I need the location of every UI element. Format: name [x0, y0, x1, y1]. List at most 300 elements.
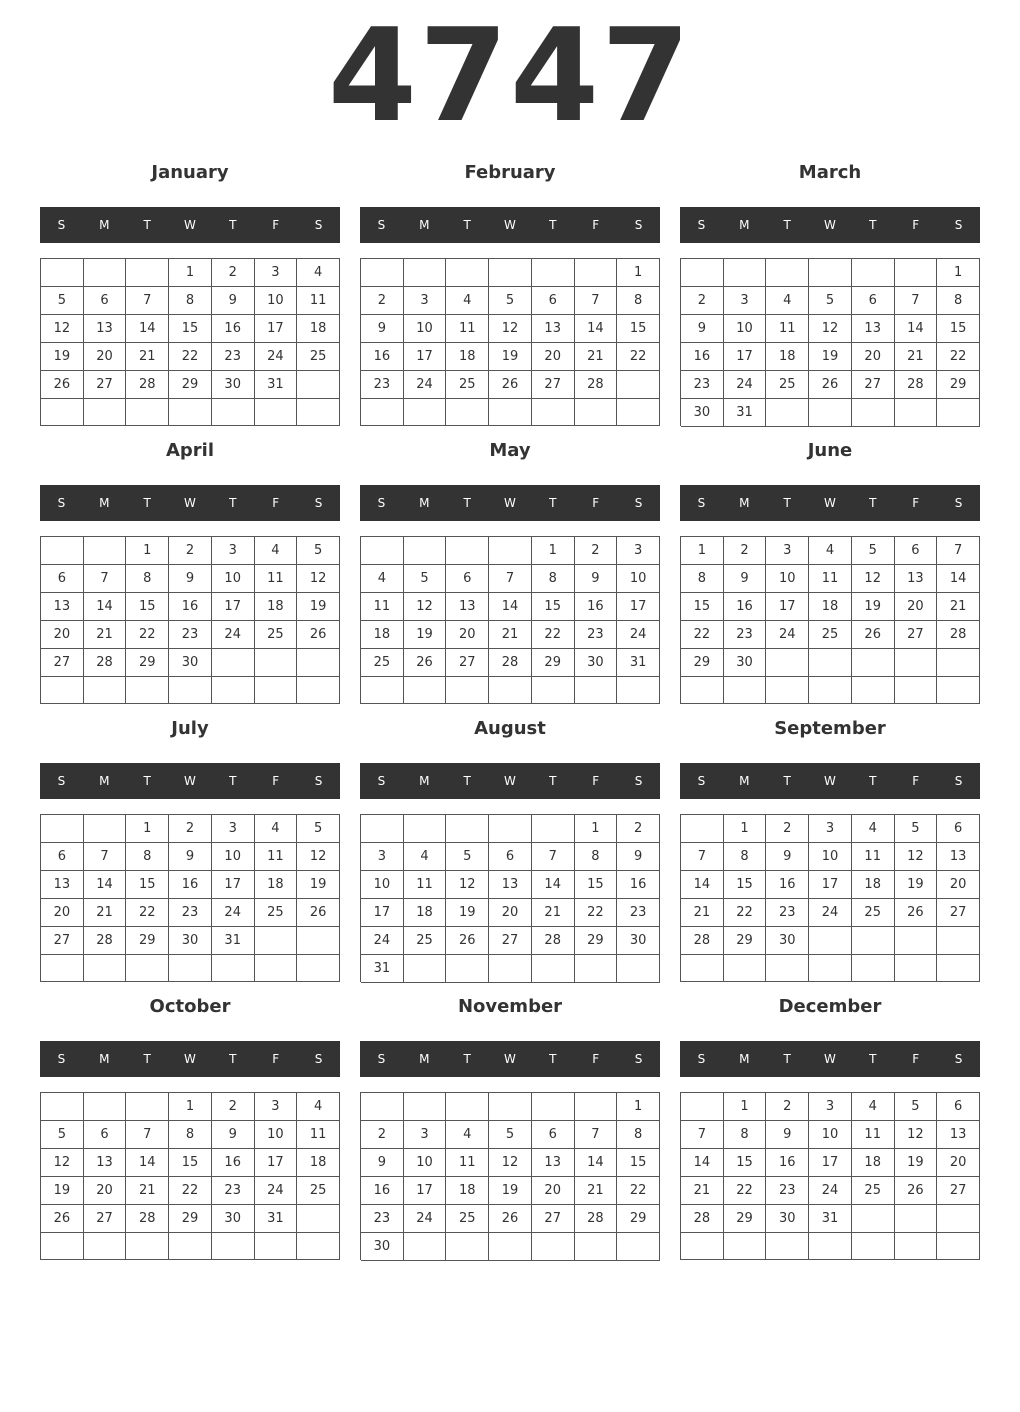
day-cell: 2 [361, 287, 404, 315]
weekday-label: M [419, 496, 430, 510]
day-cell: 29 [532, 649, 575, 677]
day-cell: 19 [809, 343, 852, 371]
day-cell: 12 [297, 843, 340, 871]
day-cell: 1 [681, 537, 724, 565]
day-cell: 30 [169, 649, 212, 677]
day-cell: 17 [212, 593, 255, 621]
empty-cell [126, 1093, 169, 1121]
day-cell: 13 [895, 565, 938, 593]
day-cell: 10 [724, 315, 767, 343]
day-cell: 31 [255, 1205, 298, 1233]
day-cell: 11 [361, 593, 404, 621]
empty-cell [404, 677, 447, 704]
empty-cell [404, 1093, 447, 1121]
weekday-label: F [912, 496, 920, 510]
day-cell: 15 [724, 1149, 767, 1177]
weekday-label: T [549, 774, 557, 788]
day-cell: 4 [297, 259, 340, 287]
day-cell: 10 [617, 565, 660, 593]
empty-cell [532, 1233, 575, 1261]
weekday-label: M [99, 496, 110, 510]
day-cell: 30 [169, 927, 212, 955]
empty-cell [809, 677, 852, 704]
day-cell: 25 [361, 649, 404, 677]
day-cell: 3 [255, 259, 298, 287]
day-cell: 21 [681, 899, 724, 927]
day-cell: 23 [169, 621, 212, 649]
weekday-header [360, 763, 660, 799]
empty-cell [809, 1233, 852, 1260]
day-cell: 6 [852, 287, 895, 315]
day-cell: 29 [126, 649, 169, 677]
day-cell: 25 [852, 899, 895, 927]
weekday-label: M [739, 218, 750, 232]
empty-cell [169, 399, 212, 426]
day-cell: 24 [255, 1177, 298, 1205]
day-cell: 30 [212, 371, 255, 399]
day-cell: 26 [852, 621, 895, 649]
day-cell: 26 [41, 371, 84, 399]
day-cell: 27 [895, 621, 938, 649]
empty-cell [297, 955, 340, 982]
empty-cell [489, 537, 532, 565]
day-cell: 2 [766, 815, 809, 843]
day-cell: 2 [681, 287, 724, 315]
empty-cell [297, 927, 340, 955]
day-cell: 14 [681, 1149, 724, 1177]
day-cell: 11 [852, 843, 895, 871]
day-cell: 6 [41, 843, 84, 871]
day-cell: 5 [404, 565, 447, 593]
weekday-label: T [229, 218, 237, 232]
weekday-label: S [377, 774, 386, 788]
day-cell: 29 [937, 371, 980, 399]
day-cell: 26 [895, 1177, 938, 1205]
empty-cell [575, 677, 618, 704]
day-cell: 7 [126, 1121, 169, 1149]
weekday-header [680, 485, 980, 521]
day-cell: 24 [212, 621, 255, 649]
day-cell: 6 [532, 287, 575, 315]
weekday-label: S [954, 774, 963, 788]
day-cell: 8 [532, 565, 575, 593]
empty-cell [255, 1233, 298, 1260]
month-name: December [778, 996, 882, 1017]
day-cell: 12 [446, 871, 489, 899]
day-cell: 17 [255, 315, 298, 343]
empty-cell [84, 1233, 127, 1260]
empty-cell [895, 649, 938, 677]
empty-cell [766, 399, 809, 427]
empty-cell [404, 815, 447, 843]
day-cell: 1 [724, 815, 767, 843]
day-cell: 4 [297, 1093, 340, 1121]
day-cell: 7 [532, 843, 575, 871]
day-cell: 11 [766, 315, 809, 343]
empty-cell [937, 955, 980, 982]
day-cell: 20 [84, 1177, 127, 1205]
month-name: July [171, 718, 209, 739]
day-cell: 30 [681, 399, 724, 427]
day-cell: 7 [575, 1121, 618, 1149]
day-cell: 11 [852, 1121, 895, 1149]
day-cell: 25 [255, 899, 298, 927]
day-cell: 2 [575, 537, 618, 565]
day-cell: 15 [126, 871, 169, 899]
empty-cell [446, 1233, 489, 1261]
day-cell: 17 [361, 899, 404, 927]
day-cell: 6 [937, 1093, 980, 1121]
day-cell: 4 [361, 565, 404, 593]
day-cell: 24 [809, 1177, 852, 1205]
day-cell: 9 [169, 565, 212, 593]
day-cell: 16 [617, 871, 660, 899]
weekday-label: M [419, 774, 430, 788]
empty-cell [809, 399, 852, 427]
day-cell: 7 [937, 537, 980, 565]
day-cell: 26 [489, 371, 532, 399]
day-grid [360, 258, 660, 426]
day-cell: 11 [255, 565, 298, 593]
weekday-label: T [869, 218, 877, 232]
day-cell: 7 [126, 287, 169, 315]
day-grid [40, 1092, 340, 1260]
empty-cell [297, 677, 340, 704]
weekday-label: T [869, 1052, 877, 1066]
day-cell: 5 [489, 287, 532, 315]
day-cell: 27 [41, 649, 84, 677]
weekday-label: W [504, 496, 516, 510]
day-cell: 20 [937, 1149, 980, 1177]
day-cell: 30 [361, 1233, 404, 1261]
day-cell: 25 [446, 371, 489, 399]
weekday-label: T [463, 1052, 471, 1066]
day-cell: 12 [297, 565, 340, 593]
day-cell: 4 [852, 815, 895, 843]
day-cell: 2 [169, 815, 212, 843]
day-cell: 13 [84, 315, 127, 343]
empty-cell [297, 371, 340, 399]
day-cell: 27 [937, 1177, 980, 1205]
day-cell: 9 [724, 565, 767, 593]
empty-cell [361, 1093, 404, 1121]
empty-cell [404, 399, 447, 426]
weekday-label: W [824, 774, 836, 788]
day-grid [680, 536, 980, 704]
day-cell: 14 [84, 593, 127, 621]
day-cell: 14 [681, 871, 724, 899]
day-cell: 14 [895, 315, 938, 343]
weekday-label: S [954, 218, 963, 232]
day-cell: 15 [575, 871, 618, 899]
day-cell: 11 [297, 1121, 340, 1149]
day-cell: 2 [361, 1121, 404, 1149]
empty-cell [297, 1233, 340, 1260]
day-cell: 1 [532, 537, 575, 565]
empty-cell [489, 1093, 532, 1121]
day-cell: 22 [532, 621, 575, 649]
empty-cell [212, 649, 255, 677]
day-cell: 10 [404, 1149, 447, 1177]
empty-cell [212, 1233, 255, 1260]
day-cell: 14 [84, 871, 127, 899]
day-cell: 23 [212, 1177, 255, 1205]
day-cell: 15 [169, 1149, 212, 1177]
day-cell: 4 [809, 537, 852, 565]
day-cell: 31 [212, 927, 255, 955]
empty-cell [41, 537, 84, 565]
day-cell: 13 [489, 871, 532, 899]
weekday-label: S [314, 218, 323, 232]
weekday-label: T [143, 218, 151, 232]
weekday-label: S [634, 1052, 643, 1066]
day-cell: 5 [297, 815, 340, 843]
day-cell: 3 [766, 537, 809, 565]
weekday-label: M [739, 774, 750, 788]
weekday-label: T [463, 774, 471, 788]
day-cell: 21 [126, 343, 169, 371]
weekday-label: S [57, 496, 66, 510]
weekday-header [680, 207, 980, 243]
day-cell: 12 [895, 1121, 938, 1149]
empty-cell [84, 815, 127, 843]
empty-cell [809, 649, 852, 677]
empty-cell [532, 955, 575, 983]
weekday-label: S [634, 774, 643, 788]
day-cell: 15 [617, 315, 660, 343]
empty-cell [446, 537, 489, 565]
day-cell: 24 [404, 1205, 447, 1233]
day-cell: 16 [212, 1149, 255, 1177]
empty-cell [575, 1093, 618, 1121]
empty-cell [681, 677, 724, 704]
day-cell: 3 [404, 1121, 447, 1149]
day-grid [40, 536, 340, 704]
day-cell: 4 [766, 287, 809, 315]
day-cell: 30 [575, 649, 618, 677]
empty-cell [852, 927, 895, 955]
day-cell: 16 [361, 1177, 404, 1205]
day-cell: 5 [41, 1121, 84, 1149]
empty-cell [126, 955, 169, 982]
day-cell: 9 [617, 843, 660, 871]
weekday-label: S [634, 496, 643, 510]
day-cell: 13 [41, 593, 84, 621]
day-cell: 23 [575, 621, 618, 649]
weekday-label: S [57, 218, 66, 232]
day-cell: 8 [126, 565, 169, 593]
empty-cell [297, 399, 340, 426]
day-cell: 5 [297, 537, 340, 565]
day-cell: 2 [212, 259, 255, 287]
day-cell: 6 [84, 1121, 127, 1149]
day-cell: 15 [126, 593, 169, 621]
empty-cell [575, 1233, 618, 1261]
empty-cell [681, 1093, 724, 1121]
day-cell: 31 [361, 955, 404, 983]
day-cell: 18 [297, 315, 340, 343]
weekday-label: F [912, 1052, 920, 1066]
day-cell: 21 [937, 593, 980, 621]
empty-cell [361, 399, 404, 426]
day-cell: 30 [766, 927, 809, 955]
empty-cell [489, 955, 532, 983]
day-cell: 24 [766, 621, 809, 649]
day-cell: 24 [404, 371, 447, 399]
empty-cell [724, 677, 767, 704]
empty-cell [446, 677, 489, 704]
day-cell: 1 [126, 537, 169, 565]
day-cell: 23 [617, 899, 660, 927]
day-cell: 22 [617, 1177, 660, 1205]
day-cell: 18 [446, 343, 489, 371]
weekday-label: S [954, 496, 963, 510]
empty-cell [724, 1233, 767, 1260]
empty-cell [212, 955, 255, 982]
day-cell: 29 [575, 927, 618, 955]
empty-cell [361, 815, 404, 843]
day-cell: 16 [575, 593, 618, 621]
weekday-label: T [869, 774, 877, 788]
day-cell: 27 [84, 1205, 127, 1233]
weekday-label: S [57, 1052, 66, 1066]
day-cell: 3 [617, 537, 660, 565]
day-cell: 11 [404, 871, 447, 899]
day-cell: 13 [84, 1149, 127, 1177]
day-cell: 19 [41, 1177, 84, 1205]
day-cell: 30 [724, 649, 767, 677]
empty-cell [617, 677, 660, 704]
day-cell: 11 [446, 315, 489, 343]
day-cell: 5 [41, 287, 84, 315]
day-cell: 22 [724, 1177, 767, 1205]
weekday-label: F [272, 496, 280, 510]
day-cell: 13 [532, 315, 575, 343]
empty-cell [489, 399, 532, 426]
day-cell: 8 [724, 1121, 767, 1149]
day-cell: 8 [617, 1121, 660, 1149]
day-cell: 28 [575, 1205, 618, 1233]
day-cell: 18 [404, 899, 447, 927]
weekday-label: S [314, 496, 323, 510]
day-cell: 21 [84, 899, 127, 927]
day-cell: 28 [84, 649, 127, 677]
empty-cell [489, 259, 532, 287]
day-cell: 19 [489, 343, 532, 371]
day-cell: 18 [446, 1177, 489, 1205]
day-cell: 17 [617, 593, 660, 621]
weekday-label: W [504, 1052, 516, 1066]
day-cell: 24 [809, 899, 852, 927]
day-grid [360, 536, 660, 704]
day-cell: 16 [724, 593, 767, 621]
day-cell: 19 [852, 593, 895, 621]
empty-cell [681, 1233, 724, 1260]
month-name: August [474, 718, 546, 739]
empty-cell [84, 677, 127, 704]
day-cell: 18 [297, 1149, 340, 1177]
weekday-label: W [184, 218, 196, 232]
day-cell: 15 [617, 1149, 660, 1177]
day-cell: 26 [446, 927, 489, 955]
day-cell: 11 [809, 565, 852, 593]
day-cell: 26 [297, 899, 340, 927]
day-cell: 16 [766, 871, 809, 899]
day-cell: 22 [937, 343, 980, 371]
empty-cell [852, 955, 895, 982]
day-cell: 5 [489, 1121, 532, 1149]
empty-cell [532, 677, 575, 704]
day-cell: 23 [361, 1205, 404, 1233]
empty-cell [489, 815, 532, 843]
empty-cell [895, 1205, 938, 1233]
day-cell: 26 [895, 899, 938, 927]
weekday-label: T [229, 1052, 237, 1066]
day-cell: 3 [361, 843, 404, 871]
day-cell: 12 [809, 315, 852, 343]
day-cell: 31 [255, 371, 298, 399]
empty-cell [532, 815, 575, 843]
weekday-label: T [143, 496, 151, 510]
day-cell: 22 [126, 899, 169, 927]
weekday-label: T [783, 774, 791, 788]
day-cell: 24 [361, 927, 404, 955]
day-cell: 28 [84, 927, 127, 955]
empty-cell [361, 677, 404, 704]
day-cell: 8 [724, 843, 767, 871]
weekday-label: T [229, 774, 237, 788]
day-cell: 6 [532, 1121, 575, 1149]
day-cell: 5 [895, 815, 938, 843]
day-cell: 24 [724, 371, 767, 399]
day-cell: 22 [724, 899, 767, 927]
weekday-label: S [634, 218, 643, 232]
empty-cell [766, 259, 809, 287]
day-cell: 7 [489, 565, 532, 593]
day-cell: 20 [532, 343, 575, 371]
day-cell: 10 [404, 315, 447, 343]
day-cell: 10 [809, 843, 852, 871]
day-cell: 18 [361, 621, 404, 649]
empty-cell [361, 537, 404, 565]
day-cell: 5 [809, 287, 852, 315]
day-cell: 3 [809, 1093, 852, 1121]
day-cell: 19 [489, 1177, 532, 1205]
day-cell: 17 [766, 593, 809, 621]
day-cell: 9 [212, 287, 255, 315]
empty-cell [575, 399, 618, 426]
day-cell: 19 [446, 899, 489, 927]
day-cell: 25 [446, 1205, 489, 1233]
empty-cell [895, 955, 938, 982]
empty-cell [532, 399, 575, 426]
day-cell: 10 [212, 565, 255, 593]
weekday-header [680, 1041, 980, 1077]
weekday-label: F [912, 218, 920, 232]
day-cell: 28 [126, 371, 169, 399]
weekday-label: M [99, 218, 110, 232]
day-cell: 11 [446, 1149, 489, 1177]
weekday-header [360, 207, 660, 243]
weekday-label: S [314, 774, 323, 788]
day-cell: 19 [297, 593, 340, 621]
weekday-label: T [783, 1052, 791, 1066]
empty-cell [895, 259, 938, 287]
weekday-label: M [419, 1052, 430, 1066]
day-cell: 8 [169, 287, 212, 315]
empty-cell [297, 1205, 340, 1233]
empty-cell [404, 1233, 447, 1261]
